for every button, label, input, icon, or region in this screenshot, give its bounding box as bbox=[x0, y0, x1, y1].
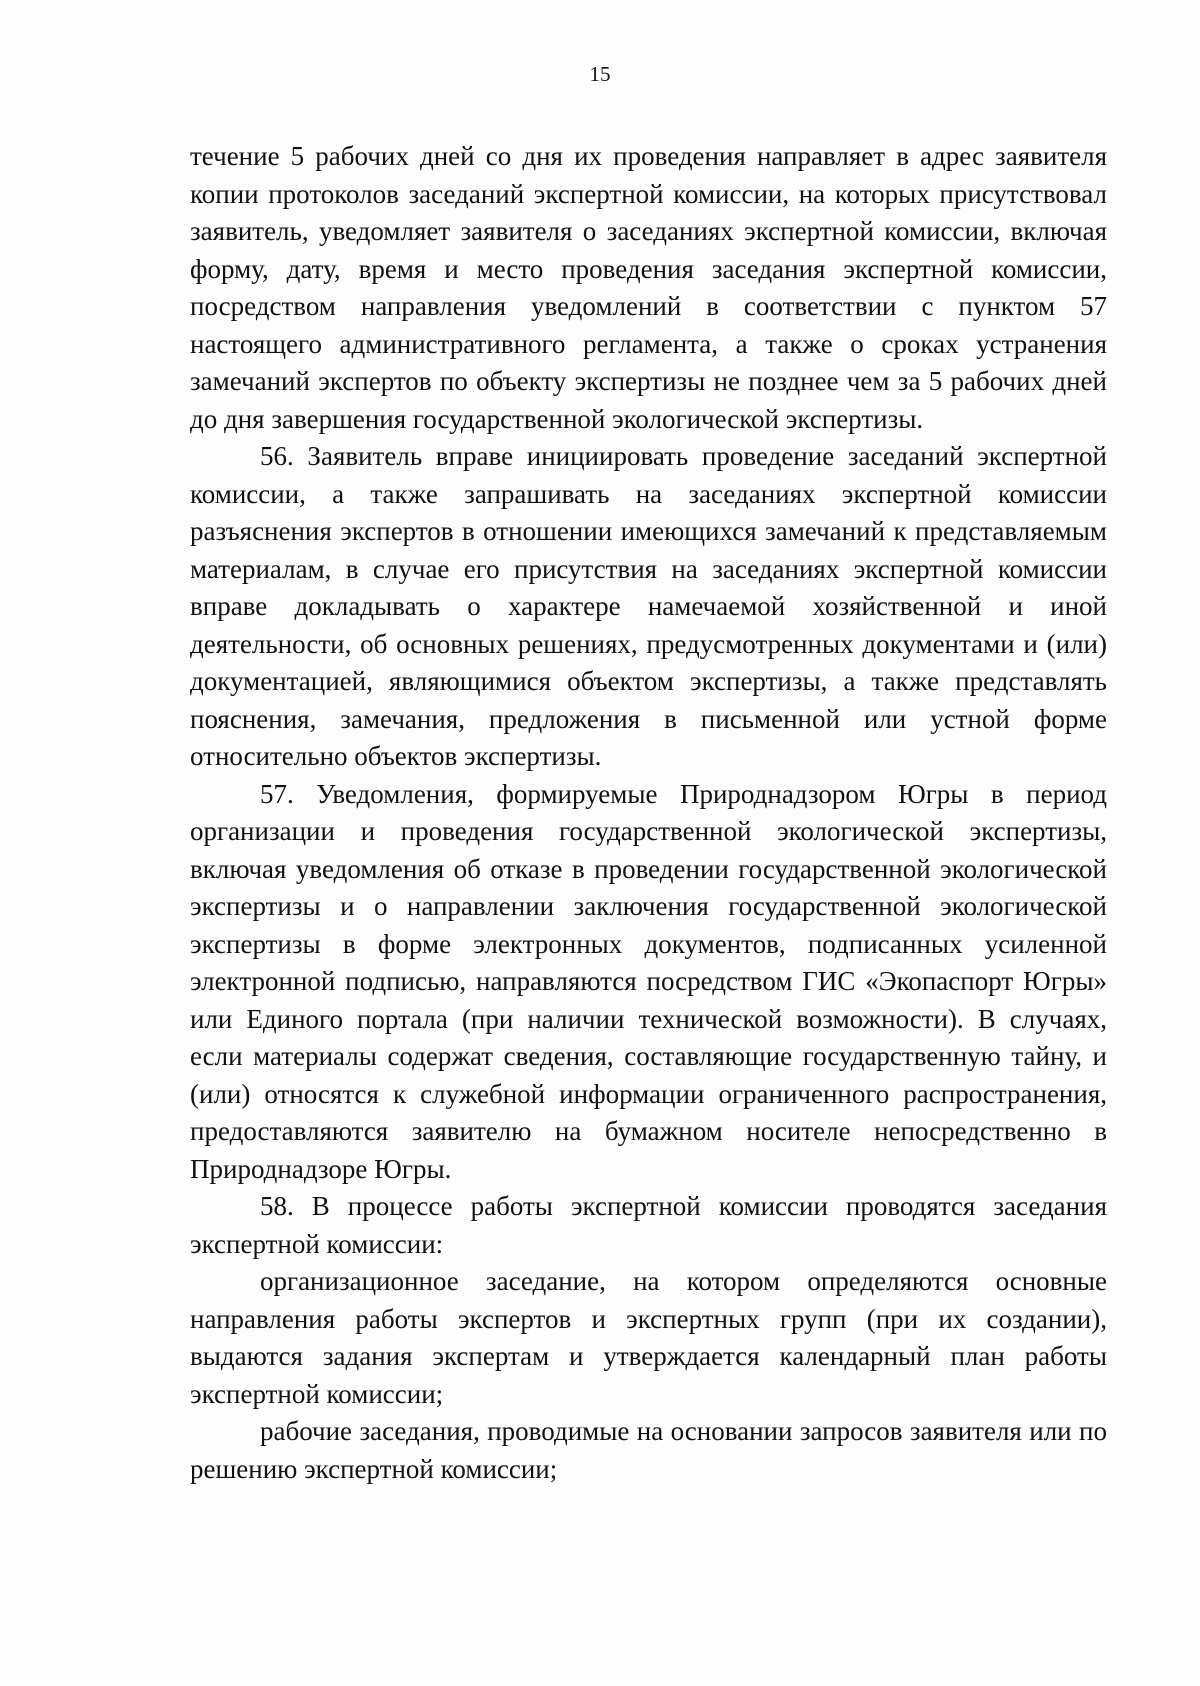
paragraph-57: 57. Уведомления, формируемые Природнадзором Югры в период организации и проведения государственной экологической экспертизы, включая уведомления об отказе в проведении государственной экологической экспертизы и о направлении заключения государственной экологической экспертизы в форме электронных документов, подписанных усиленной электронной подписью, направляются посредством ГИС «Экопаспорт Югры» или Единого портала (при наличии технической возможности). В случаях, если материалы содержат сведения, составляющие государственную тайну, и (или) относятся к служебной информации ограниченного распространения, предоставляются заявителю на бумажном носителе непосредственно в Природнадзоре Югры. bbox=[190, 778, 1107, 1184]
paragraph-58: 58. В процессе работы экспертной комиссии проводятся заседания экспертной комиссии: bbox=[190, 1191, 1107, 1259]
paragraph-56: 56. Заявитель вправе инициировать проведение заседаний экспертной комиссии, а также запрашивать на заседаниях экспертной комиссии разъяснения экспертов в отношении имеющихся замечаний к представляемым материалам, в случае его присутствия на заседаниях экспертной комиссии вправе докладывать о характере намечаемой хозяйственной и иной деятельности, об основных решениях, предусмотренных документами и (или) документацией, являющимися объектом экспертизы, а также представлять пояснения, замечания, предложения в письменной или устной форме относительно объектов экспертизы. bbox=[190, 441, 1107, 771]
page-number: 15 bbox=[589, 62, 611, 86]
paragraph-working-meetings: рабочие заседания, проводимые на основании запросов заявителя или по решению экспертной комиссии; bbox=[190, 1416, 1107, 1484]
paragraph-continuation: течение 5 рабочих дней со дня их проведения направляет в адрес заявителя копии протоколов заседаний экспертной комиссии, на которых присутствовал заявитель, уведомляет заявителя о заседаниях экспертной комиссии, включая форму, дату, время и место проведения заседания экспертной комиссии, посредством направления уведомлений в соответствии с пунктом 57 настоящего административного регламента, а также о сроках устранения замечаний экспертов по объекту экспертизы не позднее чем за 5 рабочих дней до дня завершения государственной экологической экспертизы. bbox=[190, 141, 1107, 434]
document-body bbox=[190, 138, 1107, 1488]
paragraph-organizational-meeting: организационное заседание, на котором определяются основные направления работы экспертов и экспертных групп (при их создании), выдаются задания экспертам и утверждается календарный план работы экспертной комиссии; bbox=[190, 1266, 1107, 1409]
